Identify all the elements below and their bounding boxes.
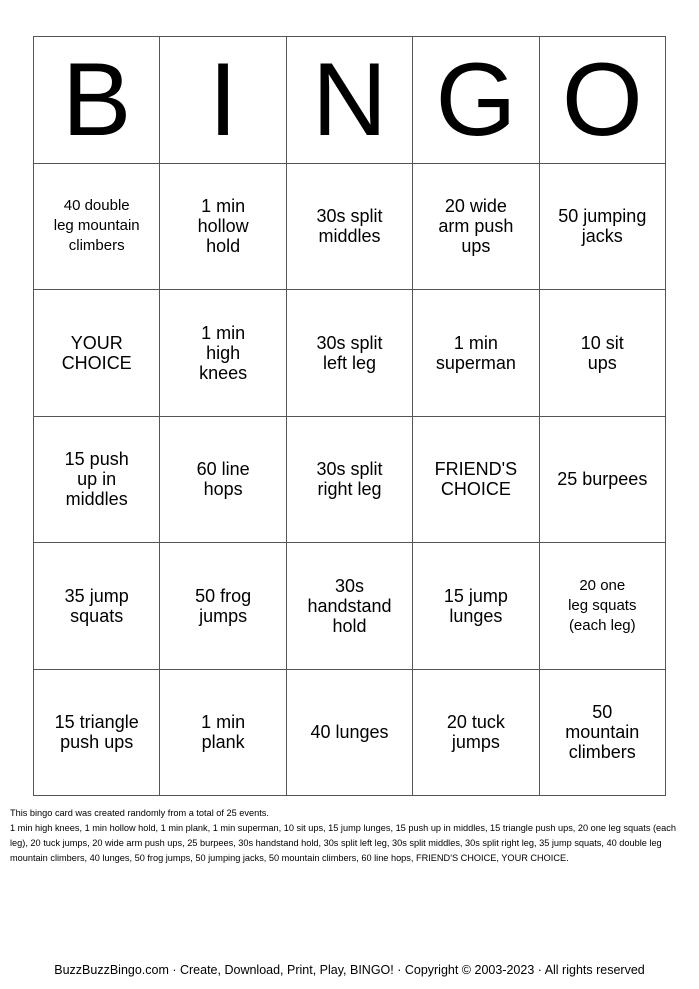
bingo-cell <box>160 543 286 670</box>
bingo-cell <box>540 164 666 291</box>
bingo-cell <box>160 670 286 797</box>
bingo-cell <box>287 290 413 417</box>
cell-label: 30s split left leg <box>316 332 383 373</box>
bingo-card <box>33 36 666 796</box>
cell-label: 1 min hollow hold <box>197 196 249 257</box>
cell-label: 15 triangle push ups <box>54 712 139 753</box>
footer-events: 1 min high knees, 1 min hollow hold, 1 min plank, 1 min superman, 10 sit ups, 15 jump lunges, 15 push up in middles, 15 triangle push ups, 20 one leg squats (each leg), 20 tuck jumps, 20 wide arm push ups, 25 burpees, 30s handstand hold, 30s split left leg, 30s split middles, 30s split right leg, 35 jump squats, 40 double leg mountain climbers, 40 lunges, 50 frog jumps, 50 jumping jacks, 50 mountain climbers, 60 line hops, FRIEND'S CHOICE, YOUR CHOICE. <box>10 823 676 863</box>
cell-label: 10 sit ups <box>580 332 624 373</box>
cell-label: 50 mountain climbers <box>565 702 640 763</box>
header-letter: I <box>208 41 238 158</box>
cell-label: 20 one leg squats (each leg) <box>568 576 637 634</box>
bingo-cell <box>160 290 286 417</box>
bingo-cell <box>540 417 666 544</box>
cell-label: 15 jump lunges <box>443 585 508 626</box>
cell-label: 1 min plank <box>201 712 246 753</box>
cell-label: 1 min superman <box>435 332 516 373</box>
cell-label: 15 push up in middles <box>64 449 129 510</box>
cell-label: YOUR CHOICE <box>61 332 132 373</box>
bingo-cell <box>287 417 413 544</box>
bingo-cell <box>34 417 160 544</box>
cell-label: 50 frog jumps <box>195 585 252 626</box>
bingo-cell <box>413 164 539 291</box>
bingo-cell <box>540 670 666 797</box>
header-letter: N <box>311 41 388 158</box>
bingo-cell <box>287 164 413 291</box>
header-cell-g <box>413 37 539 164</box>
cell-label: 20 wide arm push ups <box>438 196 514 257</box>
footer-intro: This bingo card was created randomly from a total of 25 events. <box>10 808 269 818</box>
bingo-cell <box>413 290 539 417</box>
cell-label: 30s split right leg <box>316 459 383 500</box>
cell-label: 40 lunges <box>310 722 389 743</box>
bingo-cell <box>287 670 413 797</box>
bingo-cell <box>413 543 539 670</box>
cell-label: 25 burpees <box>557 469 648 490</box>
copyright-line: BuzzBuzzBingo.com · Create, Download, Print, Play, BINGO! · Copyright © 2003-2023 · All rights reserved <box>54 963 645 977</box>
cell-label: 35 jump squats <box>64 585 129 626</box>
bingo-cell <box>413 670 539 797</box>
event-list-footer <box>10 806 690 866</box>
bingo-cell <box>287 543 413 670</box>
cell-label: FRIEND'S CHOICE <box>434 459 518 500</box>
bingo-cell <box>540 290 666 417</box>
bingo-cell <box>34 290 160 417</box>
bingo-cell <box>540 543 666 670</box>
header-letter: O <box>561 41 643 158</box>
header-cell-b <box>34 37 160 164</box>
cell-label: 30s handstand hold <box>307 575 392 636</box>
bingo-cell <box>160 164 286 291</box>
header-letter: B <box>62 41 132 158</box>
cell-label: 60 line hops <box>196 459 250 500</box>
cell-label: 1 min high knees <box>199 322 248 383</box>
bingo-cell <box>160 417 286 544</box>
header-letter: G <box>435 41 517 158</box>
bingo-cell <box>413 417 539 544</box>
cell-label: 30s split middles <box>316 206 383 247</box>
cell-label: 40 double leg mountain climbers <box>53 197 140 255</box>
cell-label: 20 tuck jumps <box>446 712 505 753</box>
header-cell-n <box>287 37 413 164</box>
header-cell-o <box>540 37 666 164</box>
bingo-cell <box>34 164 160 291</box>
bingo-cell <box>34 543 160 670</box>
header-cell-i <box>160 37 286 164</box>
cell-label: 50 jumping jacks <box>558 206 647 247</box>
bingo-cell <box>34 670 160 797</box>
